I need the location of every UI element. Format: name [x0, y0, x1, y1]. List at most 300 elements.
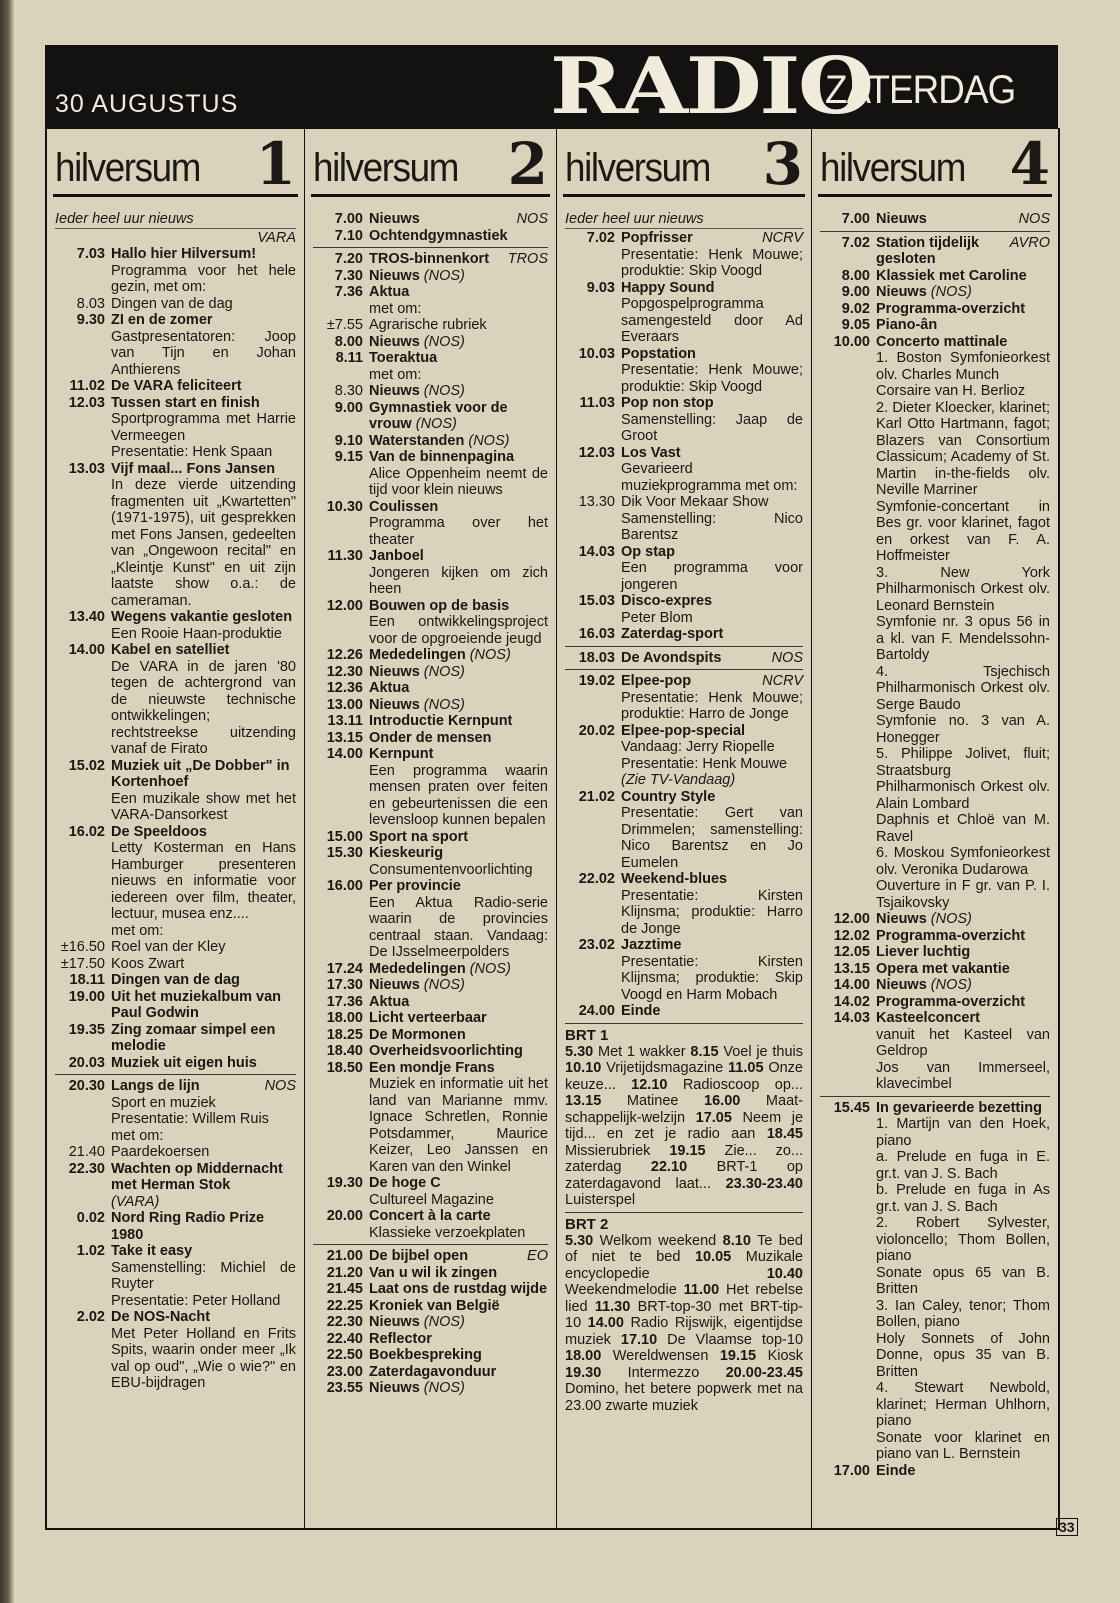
broadcaster-suffix: (NOS) [423, 663, 465, 680]
program-title-line [369, 499, 548, 516]
program-time: 19.35 [68, 1021, 105, 1038]
program-entry [55, 378, 296, 395]
program-entry [313, 1027, 548, 1044]
program-title: Koos Zwart [111, 955, 185, 972]
program-description: Presentatie: Gert van Drimmelen; samenstelling: Nico Barentsz en Jo Eumelen [621, 805, 803, 871]
program-time: 17.00 [833, 1462, 870, 1479]
program-entry [565, 230, 803, 280]
program-title: Kroniek van België [369, 1297, 500, 1314]
program-entry [820, 334, 1050, 912]
program-description: Sonate voor klarinet en piano van L. Bernstein [876, 1429, 1050, 1462]
program-time: 18.03 [578, 649, 615, 666]
program-time: 19.30 [326, 1175, 363, 1191]
program-entry [820, 1010, 1050, 1093]
program-time: 14.03 [833, 1010, 870, 1026]
program-entry [313, 598, 548, 648]
program-description: 3. Ian Caley, tenor; Thom Bollen, piano [876, 1297, 1050, 1330]
program-description: Gevarieerd muziekprogramma met om: [621, 461, 798, 494]
program-title: Gymnastiek voor de vrouw [369, 399, 508, 432]
hourly-news-note: Ieder heel uur nieuws [55, 211, 296, 229]
program-entry [55, 1309, 296, 1392]
program-time: 15.30 [326, 845, 363, 861]
program-title: Nieuws [876, 211, 927, 227]
station-heading [311, 128, 550, 197]
program-description: met om: [369, 300, 422, 317]
brt-program: BRT-1 op zaterdagavond laat... [565, 1159, 803, 1192]
program-title-line [369, 1281, 548, 1298]
program-title-line [369, 1027, 548, 1044]
program-entry [313, 1314, 548, 1331]
program-title-line [369, 1380, 548, 1397]
program-time: 22.30 [68, 1160, 105, 1177]
program-title: Pop non stop [621, 395, 714, 411]
program-time: 17.24 [326, 960, 363, 977]
program-title: Uit het muziekalbum van Paul Godwin [111, 988, 282, 1021]
broadcaster-suffix: (NOS) [423, 383, 465, 399]
day-label: ZATERDAG [825, 68, 1016, 112]
program-title-line [621, 280, 803, 297]
program-time: 7.02 [841, 234, 870, 251]
program-description: Letty Kosterman en Hans Hamburger presenteren nieuws en informatie voor iedereen over film, theater, lectuur, musea enz.... [111, 840, 296, 922]
program-entry [313, 1281, 548, 1298]
station-heading [563, 128, 805, 197]
program-title: Zing zomaar simpel een melodie [111, 1021, 276, 1054]
program-time: 7.36 [334, 284, 363, 300]
program-title-line [369, 317, 548, 334]
brt-program: Welkom weekend [599, 1232, 717, 1249]
program-title: Einde [876, 1462, 916, 1479]
program-title-line [369, 400, 548, 433]
program-title: Muziek uit eigen huis [111, 1054, 257, 1071]
program-entry [313, 878, 548, 961]
program-entry [313, 961, 548, 978]
program-description: Presentatie: Kirsten Klijnsma; produktie: Harro de Jonge [621, 887, 803, 937]
program-title: Country Style [621, 788, 716, 805]
brt-time: 19.15 [669, 1142, 706, 1159]
program-title: Programma-overzicht [876, 300, 1026, 317]
brt-time: 10.05 [694, 1249, 732, 1265]
program-title-line [876, 977, 1050, 994]
program-description: Samenstelling: Jaap de Groot [621, 411, 803, 444]
broadcaster-suffix: (NOS) [930, 911, 972, 927]
program-title: Happy Sound [621, 279, 715, 296]
broadcaster-label: VARA [257, 230, 296, 246]
program-entry [313, 1331, 548, 1348]
program-time: 13.03 [68, 460, 105, 477]
program-title: Vijf maal... Fons Jansen [111, 460, 276, 477]
program-time: 12.30 [326, 663, 363, 680]
program-title: Wachten op Middernacht met Herman Stok [111, 1160, 283, 1193]
program-description: met om: [111, 1127, 164, 1144]
program-entry [313, 680, 548, 697]
program-title: Take it easy [111, 1243, 193, 1259]
date-label: 30 AUGUSTUS [55, 90, 239, 118]
program-title: Hallo hier Hilversum! [111, 246, 257, 262]
brt-time: 18.45 [766, 1126, 803, 1142]
program-description: Een ontwikkelingsproject voor de opgroeiende jeugd [369, 614, 548, 647]
program-entry [313, 845, 548, 878]
broadcaster-label: NOS [516, 211, 548, 227]
program-time: 9.02 [841, 300, 870, 317]
brt-time: 11.05 [728, 1060, 764, 1076]
program-time: 11.03 [579, 395, 615, 411]
program-title: Einde [621, 1003, 661, 1019]
program-title-line [111, 296, 296, 313]
station-name: hilversum [55, 146, 201, 190]
hourly-news-note: Ieder heel uur nieuws [565, 211, 803, 229]
program-title: Dik Voor Mekaar Show [621, 494, 769, 510]
program-time: 18.00 [326, 1010, 363, 1026]
program-description: 3. New York Philharmonisch Orkest olv. Leonard Bernstein [876, 564, 1050, 614]
brt-program: Radioscoop op... [682, 1076, 803, 1093]
broadcaster-label: NOS [1018, 211, 1050, 227]
program-title-line [369, 1347, 548, 1364]
program-time: ±17.50 [60, 955, 105, 972]
program-time: 9.30 [76, 312, 105, 328]
program-title-line [621, 346, 803, 363]
program-title-line [369, 350, 548, 367]
station-number: 3 [762, 130, 803, 198]
program-title: Zaterdag-sport [621, 626, 724, 642]
program-title-line [369, 334, 548, 351]
program-description: 2. Dieter Kloecker, klarinet; Karl Otto Hartmann, fagot; Blazers van Consortium Classicum; Academy of St. Martin in-the-fields olv. Neville Marriner [876, 399, 1050, 498]
program-title-line [621, 937, 803, 954]
program-entry [313, 697, 548, 714]
program-description: 1. Boston Symfonieorkest olv. Charles Munch [876, 350, 1050, 383]
program-title-line [369, 598, 548, 615]
program-title-line [111, 1243, 296, 1260]
program-time: 17.36 [326, 993, 363, 1010]
divider [313, 1244, 548, 1245]
brt-program: Weekendmelodie [565, 1282, 677, 1298]
program-entry [820, 961, 1050, 978]
program-title: Nieuws [369, 663, 420, 680]
station-column-2 [305, 128, 557, 1528]
program-description: Een Aktua Radio-serie waarin de provincies centraal staan. Vandaag: De IJsselmeerpolders [369, 894, 548, 960]
program-time: 9.10 [334, 432, 363, 449]
program-entry [313, 251, 548, 268]
program-description: Een Rooie Haan-produktie [111, 625, 282, 642]
program-description: Samenstelling: Nico Barentsz [621, 510, 803, 543]
program-entry [820, 1463, 1050, 1480]
program-entry [313, 284, 548, 317]
brt-program: Zie... zo... zaterdag [565, 1142, 804, 1175]
program-title-line [876, 1010, 1050, 1027]
program-description: De VARA in de jaren '80 tegen de achtergrond van de nieuwste technische ontwikkelingen; rechtstreekse uitzending vanaf de Firato [111, 658, 296, 757]
program-title: Wegens vakantie gesloten [111, 609, 293, 625]
program-entry [313, 383, 548, 400]
brt-heading: BRT 2 [565, 1215, 609, 1233]
program-title-line [369, 548, 548, 565]
program-time: 13.00 [326, 696, 363, 713]
program-title-line [111, 609, 296, 626]
program-entry [820, 235, 1050, 268]
program-time: 12.00 [833, 911, 870, 927]
broadcaster-label: TROS [507, 251, 548, 267]
program-time: 7.03 [76, 246, 105, 262]
program-title-line [369, 713, 548, 730]
program-title-line [876, 268, 1050, 285]
program-entry [55, 972, 296, 989]
brt-program: Het rebelse lied [565, 1282, 804, 1315]
program-time: 22.30 [326, 1314, 363, 1330]
program-description: Cultureel Magazine [369, 1191, 494, 1208]
brt-program: De Vlaamse top-10 [667, 1331, 804, 1348]
program-entry [565, 346, 803, 396]
program-title-line [621, 544, 803, 561]
brt-time: 17.10 [620, 1331, 658, 1348]
program-time: 20.30 [68, 1078, 105, 1094]
broadcaster-suffix: (NOS) [423, 1380, 465, 1396]
program-entry [565, 280, 803, 346]
program-description: Daphnis et Chloë van M. Ravel [876, 812, 1050, 845]
program-title-line [369, 1298, 548, 1315]
brt-time: 10.10 [565, 1060, 602, 1076]
program-time: 22.50 [326, 1347, 363, 1363]
station-name: hilversum [565, 146, 711, 190]
program-title: Jazztime [621, 937, 682, 953]
program-description: Alice Oppenheim neemt de tijd voor klein nieuws [369, 465, 548, 498]
program-title: Aktua [369, 993, 410, 1010]
program-entry [565, 937, 803, 1003]
program-title: De Mormonen [369, 1026, 466, 1043]
program-title: Muziek uit „De Dobber" in Kortenhoef [111, 757, 290, 790]
program-title: Van de binnenpagina [369, 449, 515, 465]
program-time: 14.00 [326, 746, 363, 762]
program-title-line [621, 673, 803, 690]
program-title: De hoge C [369, 1175, 441, 1191]
program-title: Mededelingen [369, 647, 466, 663]
program-title: Janboel [369, 548, 424, 564]
program-time: 8.30 [334, 383, 363, 399]
program-time: 8.00 [334, 333, 363, 350]
program-description: Sportprogramma met Harrie Vermeegen [111, 411, 296, 444]
program-time: 7.02 [586, 230, 615, 246]
broadcaster-label: EO [527, 1248, 548, 1264]
program-title-line [876, 1100, 1050, 1117]
brt-time: 22.10 [650, 1159, 688, 1175]
program-description: 4. Tsjechisch Philharmonisch Orkest olv. Serge Baudo [876, 663, 1050, 713]
program-description: 5. Philippe Jolivet, fluit; Straatsburg Philharmonisch Orkest olv. Alain Lombard [876, 746, 1050, 812]
program-time: 19.00 [68, 988, 105, 1005]
brt-time: 10.40 [766, 1265, 803, 1282]
broadcaster-label: NOS [771, 649, 803, 666]
program-entry [820, 911, 1050, 928]
program-entry [313, 449, 548, 499]
program-title-line [111, 312, 296, 329]
program-note: (Zie TV-Vandaag) [621, 772, 736, 788]
broadcaster-label: NOS [264, 1078, 296, 1094]
program-title: Programma-overzicht [876, 927, 1026, 944]
program-title: In gevarieerde bezetting [876, 1099, 1042, 1116]
program-entry [820, 944, 1050, 961]
program-description: Een muzikale show met het VARA-Dansorkest [111, 790, 296, 823]
program-title: Elpee-pop-special [621, 722, 746, 739]
program-time: 16.02 [68, 823, 105, 840]
divider [565, 1023, 803, 1024]
brt-time: 16.00 [704, 1093, 741, 1109]
program-description: Sport en muziek [111, 1094, 216, 1111]
brt-program: Te bed of niet te bed [565, 1232, 803, 1265]
program-entry [313, 317, 548, 334]
program-description: Presentatie: Henk Mouwe; produktie: Skip Voogd [621, 246, 803, 279]
divider [313, 247, 548, 248]
program-title: De VARA feliciteert [111, 378, 242, 394]
page-number: 33 [1056, 1518, 1078, 1536]
program-title-line [621, 494, 803, 511]
program-time: 14.00 [68, 642, 105, 658]
program-description: Presentatie: Kirsten Klijnsma; produktie: Skip Voogd en Harm Mobach [621, 953, 803, 1003]
program-entry [313, 1043, 548, 1060]
program-title-line [369, 1175, 548, 1192]
broadcaster-suffix: (NOS) [468, 432, 510, 449]
program-title-line [369, 1010, 548, 1027]
program-time: 12.02 [833, 927, 870, 944]
program-title-line [369, 878, 548, 895]
program-description: Een programma voor jongeren [621, 560, 803, 593]
program-title: Nieuws [369, 696, 420, 713]
program-entry [313, 746, 548, 829]
program-entry [820, 977, 1050, 994]
program-title-line [111, 824, 296, 841]
program-time: 15.45 [833, 1099, 870, 1116]
program-title-line [876, 301, 1050, 318]
program-time: 20.02 [578, 722, 615, 739]
program-description: Presentatie: Willem Ruis [111, 1111, 269, 1127]
brt-time: 11.30 [594, 1298, 631, 1315]
program-title-line [369, 961, 548, 978]
program-description: Vandaag: Jerry Riopelle [621, 739, 775, 755]
broadcaster-suffix: (NOS) [930, 977, 972, 993]
broadcaster-label: NCRV [762, 673, 803, 689]
program-description: Presentatie: Henk Mouwe [621, 755, 788, 772]
program-entry [820, 928, 1050, 945]
brt-time: 8.15 [690, 1043, 719, 1060]
program-title: Dingen van de dag [111, 295, 233, 312]
program-title-line [111, 1022, 296, 1055]
brt-program: Wereldwensen [612, 1348, 709, 1364]
program-title-line [369, 829, 548, 846]
program-title: Disco-expres [621, 593, 713, 609]
program-entry [313, 730, 548, 747]
program-title-line [111, 246, 296, 263]
program-title-line [111, 1078, 296, 1095]
program-description: Programma voor het hele gezin, met om: [111, 262, 296, 295]
station-column-3 [557, 128, 812, 1528]
program-title: Introductie Kernpunt [369, 713, 513, 729]
program-title: Licht verteerbaar [369, 1010, 487, 1026]
program-title: Mededelingen [369, 960, 466, 977]
program-time: 16.00 [326, 878, 363, 894]
program-time: ±16.50 [60, 939, 105, 955]
program-entry [55, 395, 296, 461]
program-entry [313, 1010, 548, 1027]
program-time: 20.00 [326, 1208, 363, 1224]
program-time: 14.02 [833, 993, 870, 1010]
brt-program: Met 1 wakker [597, 1043, 686, 1060]
program-title: Weekend-blues [621, 871, 728, 887]
program-time: 10.03 [578, 345, 615, 362]
program-title: Laat ons de rustdag wijde [369, 1281, 548, 1297]
program-time: 7.00 [841, 211, 870, 227]
program-description: Klassieke verzoekplaten [369, 1224, 526, 1241]
program-title: Dingen van de dag [111, 972, 240, 988]
program-title-line [369, 251, 548, 268]
program-title-line [111, 378, 296, 395]
brt-time: 19.15 [719, 1348, 757, 1364]
program-entry [55, 642, 296, 758]
program-description: Peter Blom [621, 609, 693, 626]
program-entry [820, 1100, 1050, 1463]
program-title-line [621, 871, 803, 888]
program-title: De Avondspits [621, 649, 722, 666]
program-title-line [369, 1331, 548, 1348]
brt-program: Kiosk [767, 1348, 804, 1364]
brt-time: 5.30 [565, 1043, 594, 1060]
brt-program: Maat-schappelijk-welzijn [565, 1093, 803, 1126]
brt-time: 11.00 [683, 1282, 720, 1298]
program-title-line [111, 395, 296, 412]
program-entry [55, 1022, 296, 1055]
program-title: Toeraktua [369, 350, 438, 366]
program-title-line [369, 994, 548, 1011]
program-title-line [621, 230, 803, 247]
program-title: Nord Ring Radio Prize 1980 [111, 1210, 265, 1243]
program-entry [55, 609, 296, 642]
program-description: Sonate opus 65 van B. Britten [876, 1264, 1050, 1297]
program-description: Symfonie no. 3 van A. Honegger [876, 713, 1050, 746]
program-description: 1. Martijn van den Hoek, piano [876, 1116, 1050, 1149]
program-time: 11.02 [69, 378, 105, 394]
program-time: 8.00 [841, 267, 870, 284]
brt-time: 20.00-23.45 [725, 1364, 803, 1381]
program-title: Piano-ân [876, 317, 938, 333]
program-title-line [621, 789, 803, 806]
program-title-line [621, 723, 803, 740]
program-title-line [369, 1060, 548, 1077]
program-title-line [369, 845, 548, 862]
broadcaster-suffix: (NOS) [930, 284, 972, 300]
program-time: 12.03 [68, 394, 105, 411]
program-description: Jos van Immerseel, klavecimbel [876, 1059, 1050, 1092]
program-title-line [369, 647, 548, 664]
program-title-line [369, 680, 548, 697]
program-time: 9.05 [841, 317, 870, 333]
program-title: Op stap [621, 543, 675, 560]
program-title: Concerto mattinale [876, 333, 1008, 350]
program-time: 19.02 [578, 673, 615, 689]
program-time: 12.26 [326, 647, 363, 663]
program-entry [313, 548, 548, 598]
brt-time: 12.10 [631, 1076, 668, 1093]
program-entry [313, 400, 548, 433]
program-time: 13.40 [68, 609, 105, 625]
program-entry [55, 296, 296, 313]
program-time: 0.02 [76, 1210, 105, 1226]
program-title: Ochtendgymnastiek [369, 227, 508, 244]
program-description: Symfonie-concertant in Bes gr. voor klarinet, fagot en orkest van F. A. Hoffmeister [876, 498, 1050, 564]
program-entry [55, 461, 296, 610]
program-time: 21.40 [68, 1144, 105, 1160]
brt-program: Domino, het betere popwerk met na 23.00 zwarte muziek [565, 1381, 803, 1414]
brt-time: 19.30 [565, 1364, 602, 1381]
program-entry [565, 1003, 803, 1020]
program-entry [313, 1380, 548, 1397]
program-time: 8.11 [335, 350, 363, 366]
program-title-line [111, 1210, 296, 1243]
program-title-line [111, 972, 296, 989]
program-title-line [111, 1144, 296, 1161]
